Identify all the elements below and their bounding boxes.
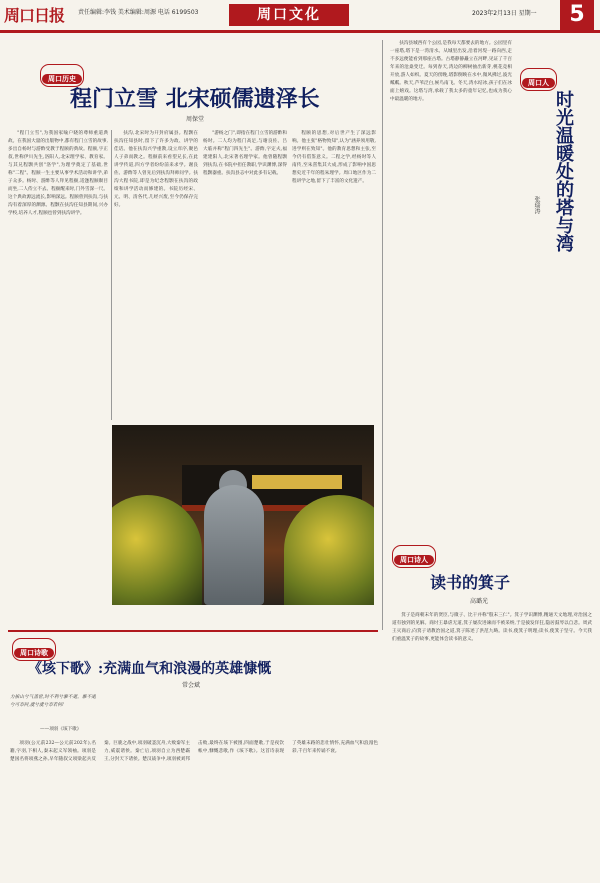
newspaper-logo: 周口日报 — [4, 6, 65, 25]
column-divider — [111, 130, 112, 420]
article1-kicker-label: 周口历史 — [42, 74, 82, 84]
article3-text: 箕子是商朝末年的贤臣,与微子、比干并称"殷末三仁"。箕子学识渊博,精通天文地理,对治国之道有独到的见解。商纣王暴虐无道,箕子屡次进谏而不被采纳,于是披发佯狂,隐居鼓琴以自悲。周武王灭商后,向箕子请教治国之道,箕子陈述了洪范九畴。读书,使箕子明理;读书,使箕子坚守。今天我们重温箕子的故事,更能体会读书的意义。 — [392, 613, 592, 642]
issue-date: 2023年2月13日 星期一 — [472, 10, 537, 17]
section-rule — [8, 630, 378, 632]
article3-kicker — [392, 545, 436, 568]
article1-byline: 周保堂 — [186, 116, 205, 123]
article4-quote-source: ——项羽《垓下歌》 — [40, 727, 82, 732]
article1-column-4 — [292, 130, 376, 420]
statue-shape — [204, 485, 264, 605]
article2-body — [390, 40, 512, 302]
article1-column-2 — [114, 130, 198, 420]
article2-text: 扶沟县城西有个公园,是我每天都要去的地方。公园里有一座塔,塔下是一湾清水。从城里出发,沿着河堤一路向西,走不多远便能看到那座古塔。古塔静静矗立在河畔,见证了千百年来的沧桑变迁。每到春天,湾边的柳树抽出新芽,桃花竞相开放,游人如织。夏天的傍晚,塔影倒映在水中,微风拂过,波光粼粼。秋天,芦苇泛白,候鸟南飞。冬天,湾水结冰,孩子们在冰面上嬉戏。这塔与湾,承载了我太多的童年记忆,也成为我心中最温暖的地方。 — [390, 41, 512, 102]
plaque-shape — [252, 475, 342, 489]
page-number: 5 — [560, 0, 594, 30]
plant-shape — [112, 495, 202, 605]
article2-kicker-label: 周口人 — [522, 78, 555, 88]
article4-quote: 力拔山兮气盖世,时不利兮骓不逝。骓不逝兮可奈何,虞兮虞兮奈若何! — [10, 695, 96, 708]
article1-col1-text: "程门立雪",为我国家喻户晓的尊师重道典故。在我国大量的出版物中,都有程门立雪的故事,多出自杨时与游酢受教于程颐的典故。程颐,字正叔,世称伊川先生,洛阳人,北宋理学家、教育家。与其兄程颢共创"洛学",为理学奠定了基础,世称"二程"。程颐一生主要从事学术活动和讲学,弟子众多。杨时、游酢等人拜见程颐,适逢程颐瞑目而坐,二人侍立不去。程颐醒来时,门外雪深一尺。这个典故源远流长,影响深远。程颐曾到扶沟,与扶沟有着深厚的渊源。程颢在扶沟任知县期间,兴办学校,培养人才,程颐也曾到扶沟讲学。 — [8, 131, 108, 216]
section-title: 周口文化 — [229, 4, 349, 26]
article2-kicker — [520, 68, 557, 91]
article1-col3-text: "游杨之门",即指在程门立雪的游酢和杨时。二人均为程门高足,与谢良佐、吕大临并称"程门四先生"。游酢,字定夫,福建建阳人,北宋著名理学家。他曾随程颢到扶沟,在书院中担任教职,学识渊博,深得程颢器重。扶沟县志中对此多有记载。 — [203, 131, 287, 176]
article2-title: 时光温暖处的塔与湾 — [553, 90, 574, 252]
article4-kicker-label: 周口诗歌 — [14, 648, 54, 658]
article3-body — [392, 612, 592, 874]
article3-kicker-label: 周口诗人 — [394, 555, 434, 565]
article1-col4-text: 程颐的思想,对后世产生了深远影响。他主张"格物致知",认为"涵养须用敬,进学则在致知"。他的教育思想和主张,至今仍有借鉴意义。二程之学,经杨时等人南传,至朱熹集其大成,形成了影响中国思想史近千年的程朱理学。周口地区作为二程讲学之地,留下了丰富的文化遗产。 — [292, 131, 376, 184]
plant-shape — [284, 495, 374, 605]
academy-photo — [112, 425, 374, 605]
article1-col2-text: 扶沟,北宋时为开封府属县。程颢在扶沟任知县时,留下了许多为政、讲学的佳话。他在扶沟兴学重教,设立庠序,聚邑人子弟而教之。程颐前来看望兄长,在此讲学传道,四方学者纷纷前来求学。谢良佐、游酢等人曾先后到扶沟拜师问学。扶沟大程书院,即是为纪念程颢在扶沟的政绩和讲学活动而修建的。书院历经宋、元、明、清各代,几经兴废,至今仍保存完好。 — [114, 131, 198, 208]
editor-info: 责任编辑:李钱 美术编辑:周源 电话 6199503 — [78, 9, 199, 16]
article1-column-3 — [203, 130, 287, 420]
article4-body — [10, 740, 378, 876]
article3-byline: 高璐光 — [470, 598, 489, 605]
article3-title: 读书的箕子 — [430, 573, 511, 592]
article4-byline: 常会斌 — [182, 682, 201, 689]
article1-title: 程门立雪 北宋硕儒遗泽长 — [70, 86, 320, 112]
article4-text: 项羽(公元前232—公元前202年),名籍,字羽,下相人,秦末起义军领袖。项羽是楚国名将项燕之孙,早年随叔父项梁起兵反秦。巨鹿之战中,项羽破釜沉舟,大败秦军主力,威震诸侯。秦亡后,项羽自立为西楚霸王,分封天下诸侯。楚汉战争中,项羽被刘邦击败,最终在垓下被围,四面楚歌,于是夜饮帐中,慷慨悲歌,作《垓下歌》。这首诗表现了英雄末路的悲壮情怀,充满血气和浪漫色彩,千百年来传诵不衰。 — [10, 741, 378, 762]
section-divider — [382, 40, 383, 630]
article2-byline: 张瑞涛 — [533, 196, 540, 214]
article4-title: 《垓下歌》:充满血气和浪漫的英雄慷慨 — [28, 661, 272, 677]
